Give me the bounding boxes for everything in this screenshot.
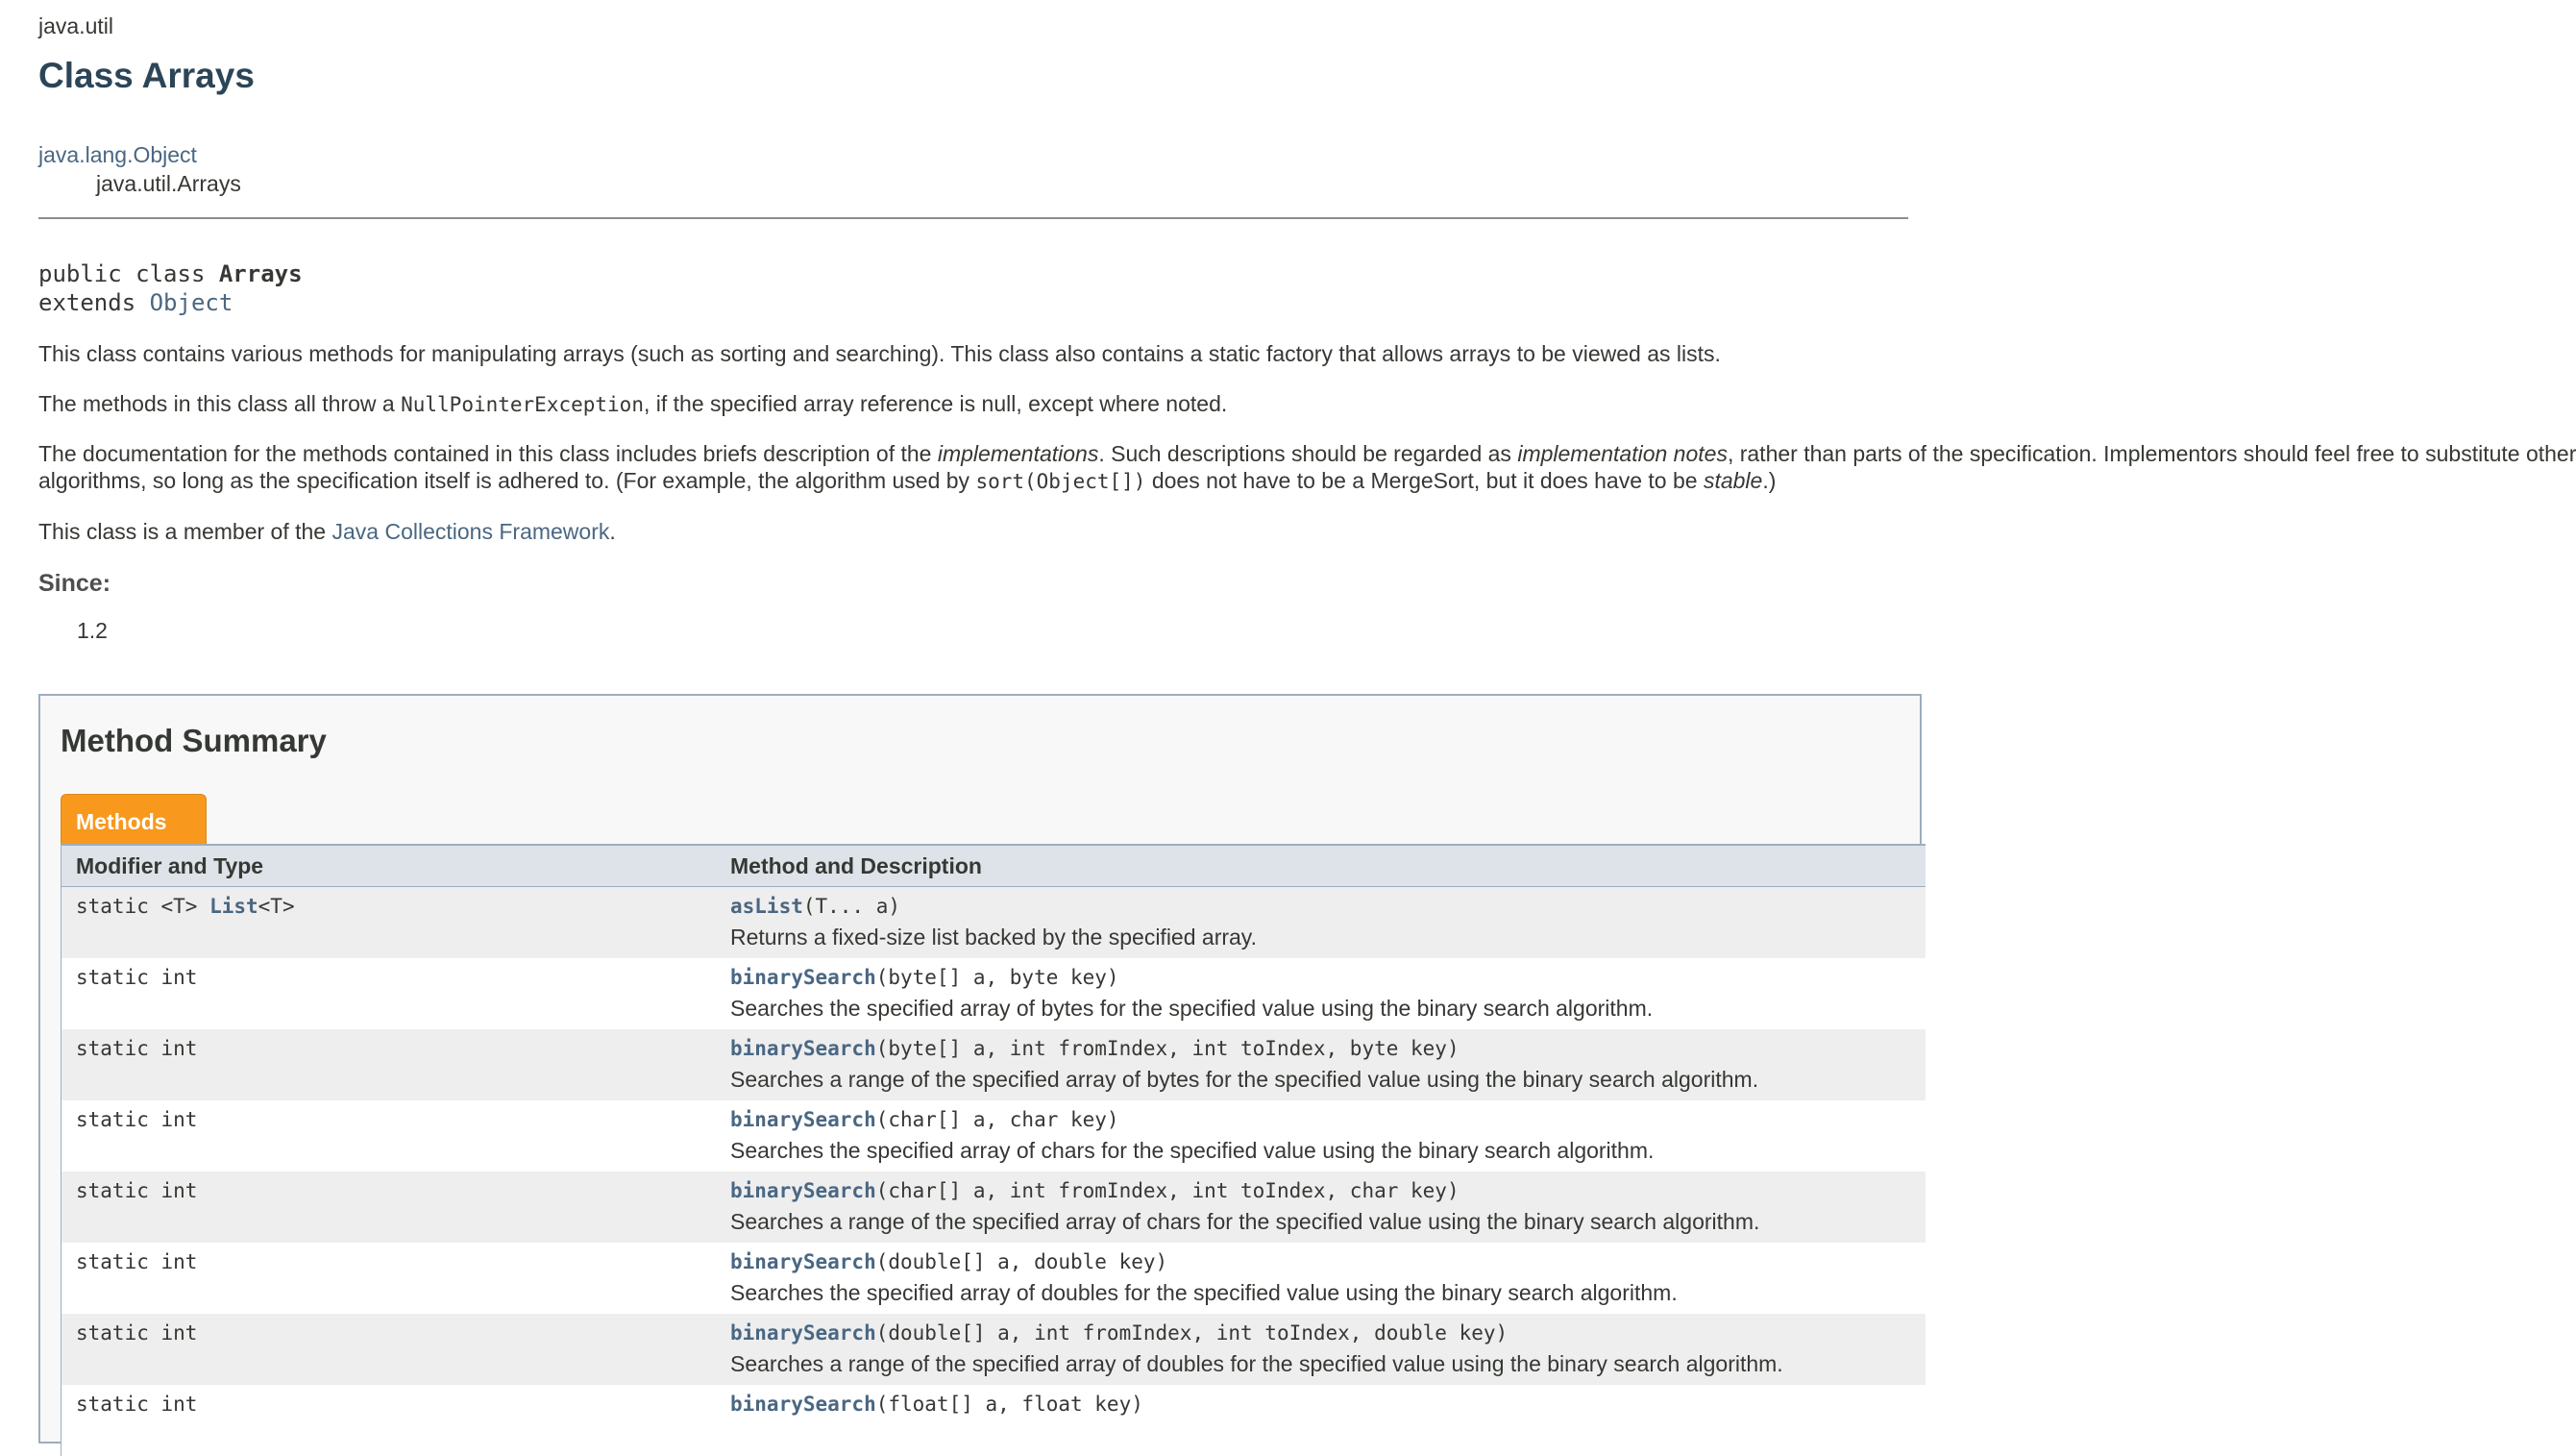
collections-framework-link[interactable]: Java Collections Framework: [331, 519, 610, 544]
method-summary-title: Method Summary: [61, 723, 327, 758]
modifier-type-cell: static int: [76, 1108, 198, 1131]
table-row: [61, 1314, 1926, 1385]
method-signature-cell: [730, 966, 1119, 989]
method-params: (char[] a, char key): [875, 1108, 1119, 1131]
table-header: [61, 846, 1926, 887]
p3-text-f: .): [1762, 468, 1777, 493]
method-description: Returns a fixed-size list backed by the specified array.: [730, 925, 1257, 950]
method-link[interactable]: asList: [730, 895, 803, 918]
method-signature-cell: [730, 895, 900, 918]
modifier-type-cell: static int: [76, 1037, 198, 1060]
description-paragraph-1: This class contains various methods for manipulating arrays (such as sorting and searching). This class also contains a static factory that allows arrays to be viewed as lists.: [38, 341, 1721, 366]
method-signature-cell: [730, 1321, 1508, 1345]
package-name: java.util: [38, 13, 113, 38]
table-row: [61, 887, 1926, 958]
method-description: Searches a range of the specified array of doubles for the specified value using the binary search algorithm.: [730, 1351, 1783, 1376]
divider: [38, 217, 1908, 219]
method-params: (byte[] a, byte key): [875, 966, 1119, 989]
p4-text-b: .: [609, 519, 616, 544]
p3-emphasis-1: implementations: [937, 441, 1099, 466]
method-params: (float[] a, float key): [875, 1393, 1143, 1416]
signature-class-name: Arrays: [218, 260, 303, 287]
p3-text-b: . Such descriptions should be regarded as: [1098, 441, 1518, 466]
method-link[interactable]: binarySearch: [730, 1393, 876, 1416]
method-link[interactable]: binarySearch: [730, 1321, 876, 1345]
method-summary-section: [38, 694, 1922, 1444]
table-row: [61, 1029, 1926, 1100]
method-description: Searches the specified array of bytes for the specified value using the binary search algorithm.: [730, 996, 1654, 1021]
description-paragraph-4: [38, 518, 616, 545]
method-summary-table: [61, 844, 1926, 1456]
p3-emphasis-3: stable: [1703, 468, 1763, 493]
method-description: Searches the specified array of doubles for the specified value using the binary search algorithm.: [730, 1280, 1678, 1305]
p3-text-a: The documentation for the methods contained in this class includes briefs description of the: [38, 441, 938, 466]
p4-text-a: This class is a member of the: [38, 519, 332, 544]
type-prefix: static <T>: [76, 895, 210, 918]
description-paragraph-3: [38, 440, 2576, 495]
table-row: [61, 1385, 1926, 1456]
type-suffix: <T>: [258, 895, 295, 918]
modifier-type-cell: static int: [76, 1393, 198, 1416]
modifier-type-cell: static int: [76, 1250, 198, 1273]
method-signature-cell: [730, 1393, 1143, 1416]
p2-code: NullPointerException: [401, 393, 644, 416]
method-params: (double[] a, int fromIndex, int toIndex, double key): [875, 1321, 1509, 1345]
method-signature-cell: [730, 1108, 1119, 1131]
method-link[interactable]: binarySearch: [730, 1250, 876, 1273]
modifier-type-cell: static int: [76, 1321, 198, 1345]
method-link[interactable]: binarySearch: [730, 966, 876, 989]
p3-emphasis-2: implementation notes: [1517, 441, 1728, 466]
page-title: Class Arrays: [38, 56, 255, 95]
modifier-type-cell: [76, 895, 295, 918]
table-row: [61, 1243, 1926, 1314]
p2-text-b: , if the specified array reference is null, except where noted.: [643, 391, 1228, 416]
tab-methods[interactable]: Methods: [61, 794, 207, 844]
description-paragraph-2: [38, 390, 1227, 418]
method-description: Searches the specified array of chars for the specified value using the binary search algorithm.: [730, 1138, 1655, 1163]
inheritance-parent-link[interactable]: java.lang.Object: [38, 142, 197, 167]
method-signature-cell: [730, 1037, 1460, 1060]
method-params: (T... a): [802, 895, 901, 918]
column-header-method-description: Method and Description: [730, 853, 982, 878]
method-link[interactable]: binarySearch: [730, 1037, 876, 1060]
method-params: (byte[] a, int fromIndex, int toIndex, byte key): [875, 1037, 1460, 1060]
method-description: Searches a range of the specified array of bytes for the specified value using the binary search algorithm.: [730, 1067, 1759, 1092]
since-label: Since:: [38, 570, 111, 597]
signature-extends: extends: [38, 289, 150, 316]
p3-text-c: , rather than parts of the specification. Implementors should feel free to substitute other: [1727, 441, 2576, 466]
method-description: Searches a range of the specified array of chars for the specified value using the binary search algorithm.: [730, 1209, 1760, 1234]
p3-text-e: does not have to be a MergeSort, but it does have to be: [1145, 468, 1704, 493]
superclass-link[interactable]: Object: [149, 289, 233, 316]
inheritance-child: java.util.Arrays: [96, 171, 241, 196]
class-signature: [38, 259, 303, 317]
method-link[interactable]: binarySearch: [730, 1108, 876, 1131]
type-link[interactable]: List: [209, 895, 258, 918]
method-link[interactable]: binarySearch: [730, 1179, 876, 1202]
p3-text-d: algorithms, so long as the specification itself is adhered to. (For example, the algorithm used by: [38, 468, 976, 493]
method-params: (char[] a, int fromIndex, int toIndex, char key): [875, 1179, 1460, 1202]
table-row: [61, 1172, 1926, 1243]
method-signature-cell: [730, 1179, 1460, 1202]
p3-code: sort(Object[]): [975, 470, 1146, 493]
column-header-modifier-type: Modifier and Type: [76, 853, 264, 878]
since-value: 1.2: [77, 618, 108, 643]
modifier-type-cell: static int: [76, 966, 198, 989]
signature-prefix: public class: [38, 260, 219, 287]
modifier-type-cell: static int: [76, 1179, 198, 1202]
method-params: (double[] a, double key): [875, 1250, 1168, 1273]
method-signature-cell: [730, 1250, 1167, 1273]
table-row: [61, 1100, 1926, 1172]
table-row: [61, 958, 1926, 1029]
p2-text-a: The methods in this class all throw a: [38, 391, 402, 416]
